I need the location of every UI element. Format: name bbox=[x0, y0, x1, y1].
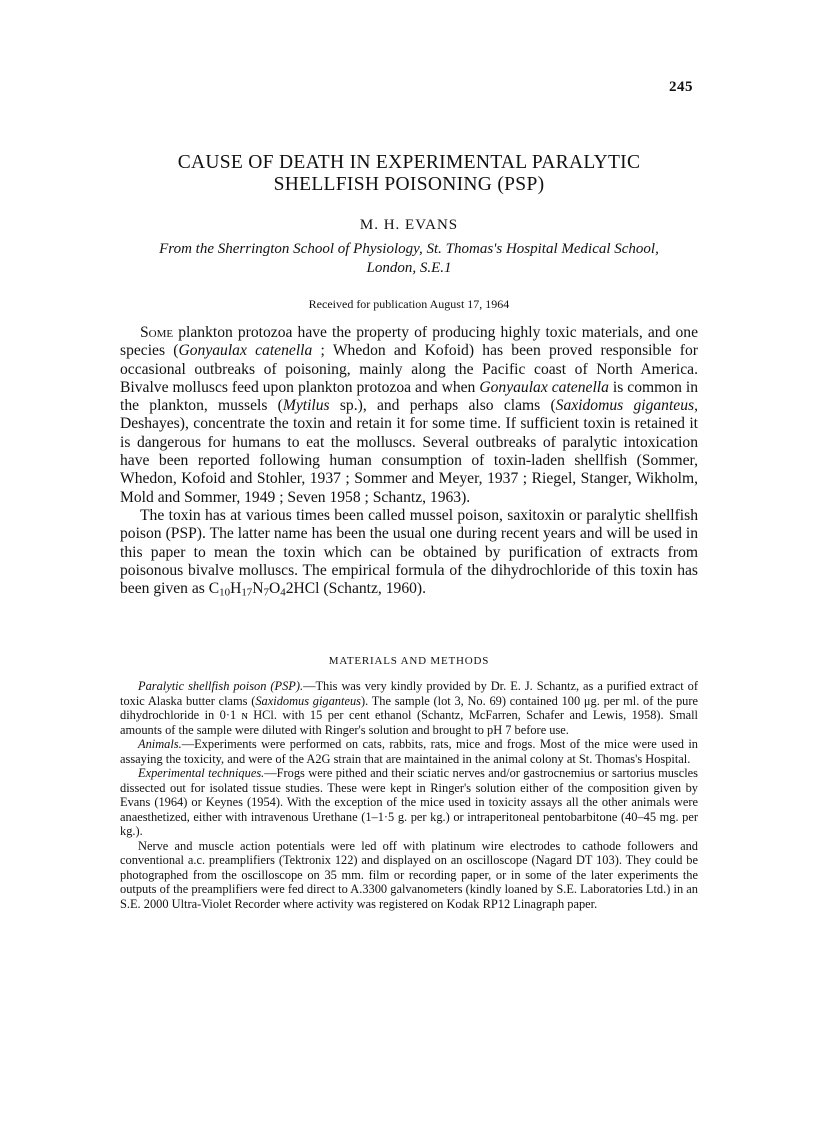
methods-section bbox=[120, 679, 698, 911]
author: M. H. EVANS bbox=[359, 217, 459, 233]
affiliation-line-2: London, S.E.1 bbox=[366, 260, 452, 276]
article-header bbox=[110, 152, 708, 312]
intro-paragraph-2: The toxin has at various times been called mussel poison, saxitoxin or paralytic shellfish poison (PSP). The latter name has been the usual one during recent years and will be used in this paper to mean the toxin which can be obtained by purification of extracts from poisonous bivalve molluscs. The empirical formula of the dihydrochloride of this toxin has been given as $C_{10}H_{17}N_7O_42HCl$ (Schantz, 1960). bbox=[120, 506, 698, 599]
page-number: 245 bbox=[669, 79, 693, 95]
received-date: Received for publication August 17, 1964 bbox=[308, 297, 510, 311]
affiliation-line-1: From the Sherrington School of Physiology, St. Thomas's Hospital Medical School, bbox=[159, 241, 659, 257]
article-title bbox=[110, 152, 708, 196]
title-line-2: SHELLFISH POISONING (PSP) bbox=[273, 174, 545, 195]
methods-paragraph-recording: Nerve and muscle action potentials were led off with platinum wire electrodes to cathode followers and conventional a.c. preamplifiers (Tektronix 122) and displayed on an oscilloscope (Nagard DT 103). They could be photographed from the oscilloscope on 35 mm. film or recording paper, or in some of the later experiments the outputs of the preamplifiers were fed direct to A.3300 galvanometers (kindly loaned by S.E. Laboratories Ltd.) in an S.E. 2000 Ultra-Violet Recorder where activity was registered on Kodak RP12 Linagraph paper. bbox=[120, 838, 698, 911]
methods-paragraph-techniques: Experimental techniques.—Frogs were pithed and their sciatic nerves and/or gastrocnemius or sartorius muscles dissected out for isolated tissue studies. These were kept in Ringer's solution either of the composition given by Evans (1964) or Keynes (1954). With the exception of the mice used in toxicity assays all the other animals were anaesthetized, either with intravenous Urethane (1–1·5 g. per kg.) or intraperitoneal pentobarbitone (40–45 mg. per kg.). bbox=[120, 766, 698, 838]
affiliation bbox=[110, 240, 708, 278]
intro-paragraph-1: Some plankton protozoa have the property of producing highly toxic materials, and one species (Gonyaulax catenella ; Whedon and Kofoid) has been proved responsible for occasional outbreaks of poisoning, mainly along the Pacific coast of North America. Bivalve molluscs feed upon plankton protozoa and when Gonyaulax catenella is common in the plankton, mussels (Mytilus sp.), and perhaps also clams (Saxidomus giganteus, Deshayes), concentrate the toxin and retain it for some time. If sufficient toxin is retained it is dangerous for humans to eat the molluscs. Several outbreaks of paralytic intoxication have been reported following human consumption of toxin-laden shellfish (Sommer, Whedon, Kofoid and Stohler, 1937 ; Sommer and Meyer, 1937 ; Riegel, Stanger, Wikholm, Mold and Sommer, 1949 ; Seven 1958 ; Schantz, 1963). bbox=[120, 324, 699, 506]
introduction bbox=[120, 324, 698, 598]
title-line-1: CAUSE OF DEATH IN EXPERIMENTAL PARALYTIC bbox=[177, 152, 641, 173]
section-heading: MATERIALS AND METHODS bbox=[328, 655, 490, 667]
methods-paragraph-animals: Animals.—Experiments were performed on cats, rabbits, rats, mice and frogs. Most of the mice were used in assaying the toxicity, and were of the A2G strain that are maintained in the animal colony at St. Thomas's Hospital. bbox=[120, 737, 698, 766]
methods-paragraph-psp: Paralytic shellfish poison (PSP).—This was very kindly provided by Dr. E. J. Schantz, as a purified extract of toxic Alaska butter clams (Saxidomus giganteus). The sample (lot 3, No. 69) contained 100 μg. per ml. of the pure dihydrochloride in 0·1 ɴ HCl. with 15 per cent ethanol (Schantz, McFarren, Schafer and Lewis, 1958). Small amounts of the sample were diluted with Ringer's solution and brought to pH 7 before use. bbox=[120, 679, 699, 737]
drop-word: Some bbox=[140, 324, 174, 341]
